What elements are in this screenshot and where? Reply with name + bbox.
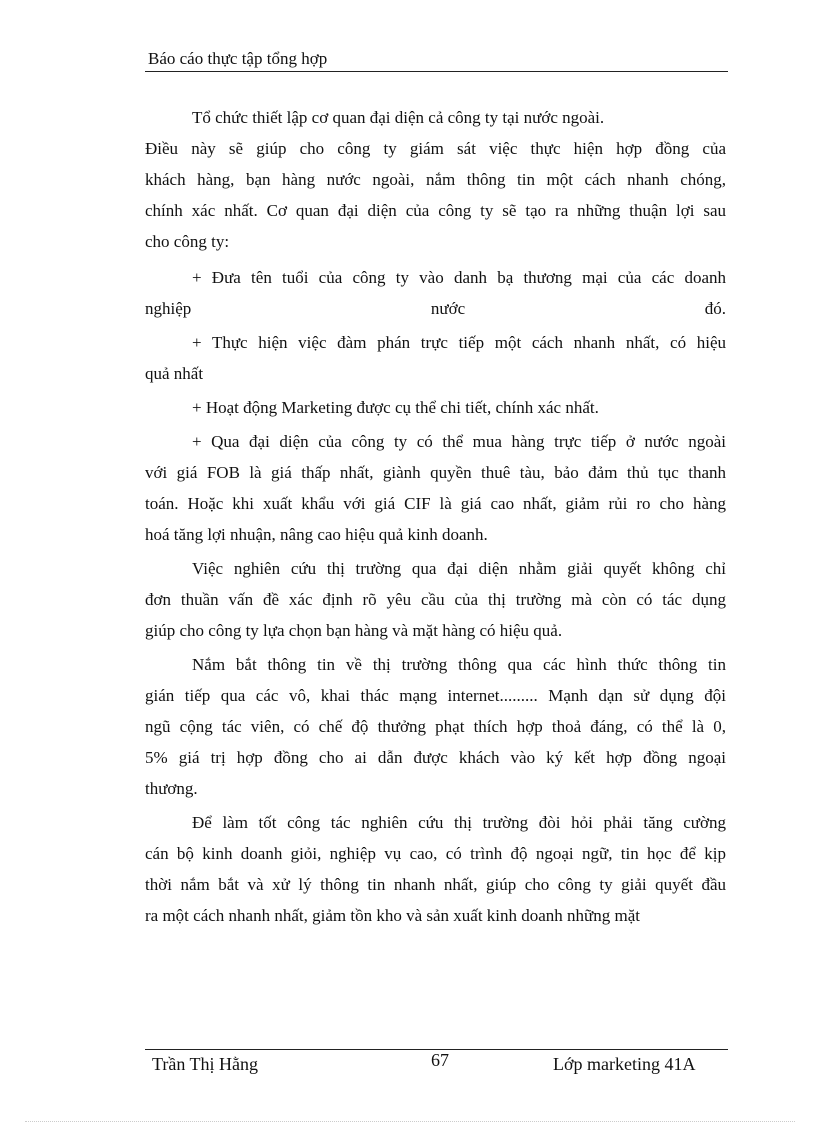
paragraph-line: ngũ cộng tác viên, có chế độ thưởng phạt thích hợp thoả đáng, có thể là 0, bbox=[145, 717, 726, 736]
paragraph bbox=[145, 807, 726, 931]
paragraph bbox=[145, 392, 726, 423]
paragraph-line: chính xác nhất. Cơ quan đại diện của công ty sẽ tạo ra những thuận lợi sau bbox=[145, 201, 726, 220]
paragraph bbox=[145, 262, 726, 324]
footer-class-name: Lớp marketing 41A bbox=[553, 1054, 696, 1074]
paragraph bbox=[145, 102, 726, 257]
paragraph-line: + Hoạt động Marketing được cụ thể chi tiết, chính xác nhất. bbox=[192, 398, 599, 417]
page-edge-divider bbox=[25, 1121, 795, 1122]
paragraph-line: thời nắm bắt và xử lý thông tin nhanh nhất, giúp cho công ty giải quyết đầu bbox=[145, 875, 726, 894]
paragraph-line: nghiệp nước đó. bbox=[145, 299, 726, 318]
paragraph-line: quả nhất bbox=[145, 364, 204, 383]
paragraph-line: Nắm bắt thông tin về thị trường thông qua các hình thức thông tin bbox=[192, 655, 726, 674]
page-header-title: Báo cáo thực tập tổng hợp bbox=[148, 49, 328, 68]
body-text bbox=[145, 102, 726, 931]
paragraph-line: Để làm tốt công tác nghiên cứu thị trường đòi hỏi phải tăng cường bbox=[192, 813, 726, 832]
paragraph-line: với giá FOB là giá thấp nhất, giành quyền thuê tàu, bảo đảm thủ tục thanh bbox=[145, 463, 726, 482]
paragraph-line: Tổ chức thiết lập cơ quan đại diện cả công ty tại nước ngoài. bbox=[192, 108, 605, 127]
paragraph-line: + Đưa tên tuổi của công ty vào danh bạ thương mại của các doanh bbox=[192, 268, 726, 287]
paragraph-line: Việc nghiên cứu thị trường qua đại diện nhằm giải quyết không chỉ bbox=[192, 559, 726, 578]
paragraph-line: cán bộ kinh doanh giỏi, nghiệp vụ cao, có trình độ ngoại ngữ, tin học để kịp bbox=[145, 844, 726, 863]
paragraph-line: gián tiếp qua các vô, khai thác mạng internet......... Mạnh dạn sử dụng đội bbox=[145, 686, 726, 705]
header-divider bbox=[145, 71, 728, 72]
paragraph bbox=[145, 649, 726, 804]
paragraph-line: + Qua đại diện của công ty có thể mua hàng trực tiếp ở nước ngoài bbox=[192, 432, 726, 451]
paragraph-line: ra một cách nhanh nhất, giảm tồn kho và sản xuất kinh doanh những mặt bbox=[145, 906, 641, 925]
paragraph-line: thương. bbox=[145, 779, 198, 798]
footer-page-number: 67 bbox=[431, 1050, 449, 1070]
paragraph-line: toán. Hoặc khi xuất khẩu với giá CIF là giá cao nhất, giảm rủi ro cho hàng bbox=[145, 494, 726, 513]
paragraph bbox=[145, 426, 726, 550]
paragraph-line: giúp cho công ty lựa chọn bạn hàng và mặt hàng có hiệu quả. bbox=[145, 621, 563, 640]
paragraph-line: khách hàng, bạn hàng nước ngoài, nắm thông tin một cách nhanh chóng, bbox=[145, 170, 726, 189]
paragraph-line: đơn thuần vấn đề xác định rõ yêu cầu của thị trường mà còn có tác dụng bbox=[145, 590, 726, 609]
paragraph-line: cho công ty: bbox=[145, 232, 230, 251]
paragraph-line: 5% giá trị hợp đồng cho ai dẫn được khách vào ký kết hợp đồng ngoại bbox=[145, 748, 726, 767]
paragraph bbox=[145, 553, 726, 646]
paragraph-line: Điều này sẽ giúp cho công ty giám sát việc thực hiện hợp đồng của bbox=[145, 139, 726, 158]
paragraph-line: hoá tăng lợi nhuận, nâng cao hiệu quả kinh doanh. bbox=[145, 525, 488, 544]
paragraph-line: + Thực hiện việc đàm phán trực tiếp một cách nhanh nhất, có hiệu bbox=[192, 333, 726, 352]
paragraph bbox=[145, 327, 726, 389]
footer-author: Trần Thị Hằng bbox=[152, 1054, 259, 1074]
